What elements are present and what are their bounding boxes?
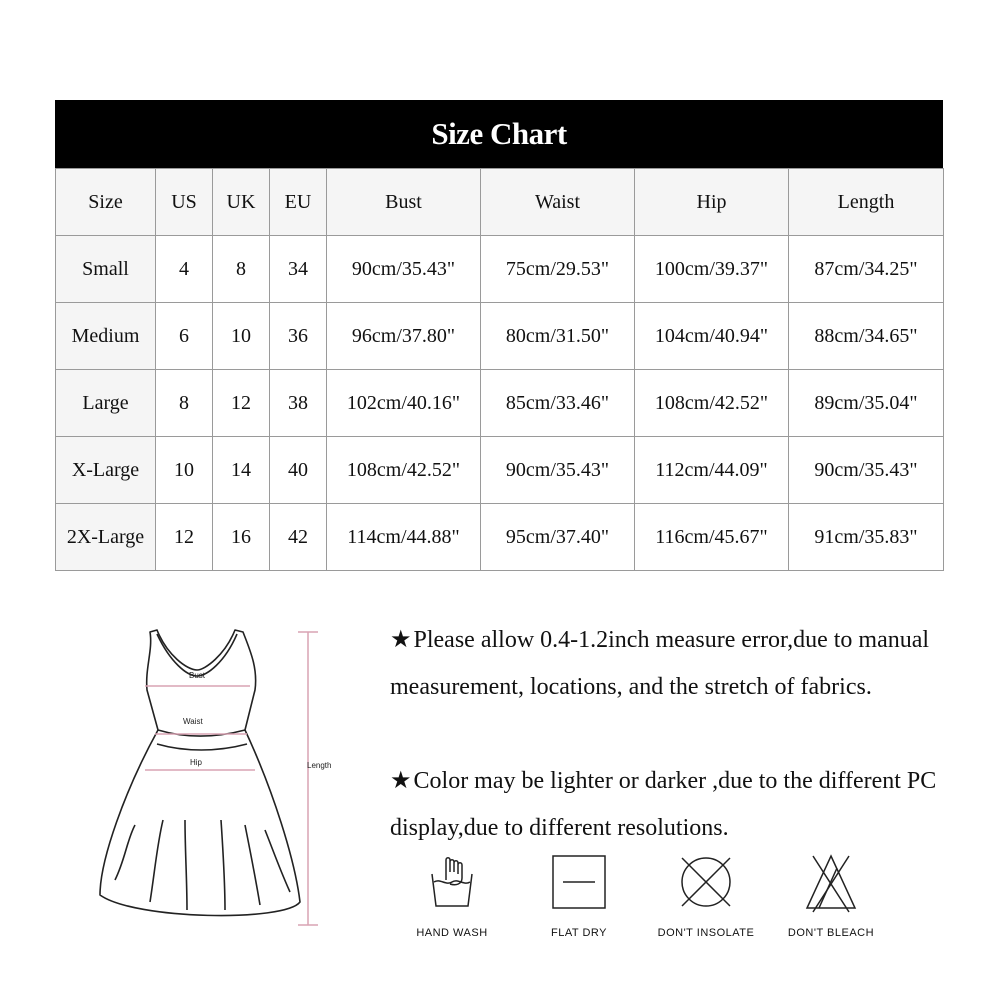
- column-header: US: [156, 169, 213, 236]
- table-cell: 40: [270, 437, 327, 504]
- hip-label: Hip: [190, 758, 203, 767]
- note-measure-error: [390, 617, 960, 711]
- size-chart: [55, 100, 943, 571]
- table-cell: 85cm/33.46": [481, 370, 635, 437]
- size-cell: X-Large: [56, 437, 156, 504]
- flat-dry-icon: [547, 850, 611, 914]
- size-cell: 2X-Large: [56, 504, 156, 571]
- table-cell: 108cm/42.52": [327, 437, 481, 504]
- table-cell: 88cm/34.65": [789, 303, 944, 370]
- table-cell: 90cm/35.43": [327, 236, 481, 303]
- table-cell: 90cm/35.43": [789, 437, 944, 504]
- column-header: Length: [789, 169, 944, 236]
- table-row: [56, 504, 944, 571]
- table-cell: 89cm/35.04": [789, 370, 944, 437]
- table-cell: 96cm/37.80": [327, 303, 481, 370]
- table-cell: 90cm/35.43": [481, 437, 635, 504]
- column-header: Waist: [481, 169, 635, 236]
- table-cell: 114cm/44.88": [327, 504, 481, 571]
- note-text: Color may be lighter or darker ,due to the different PC display,due to different resolutions.: [390, 768, 937, 841]
- table-header-row: [56, 169, 944, 236]
- size-table: [55, 168, 944, 571]
- table-cell: 75cm/29.53": [481, 236, 635, 303]
- table-cell: 8: [156, 370, 213, 437]
- hand-wash-icon: [420, 850, 484, 914]
- table-row: [56, 303, 944, 370]
- table-cell: 87cm/34.25": [789, 236, 944, 303]
- table-cell: 8: [213, 236, 270, 303]
- table-cell: 34: [270, 236, 327, 303]
- table-cell: 16: [213, 504, 270, 571]
- care-label: HAND WASH: [416, 927, 488, 939]
- table-cell: 14: [213, 437, 270, 504]
- length-label: Length: [307, 761, 332, 770]
- dont-tumble-dry-icon: [674, 850, 738, 914]
- table-cell: 42: [270, 504, 327, 571]
- waist-label: Waist: [183, 717, 203, 726]
- column-header: Bust: [327, 169, 481, 236]
- table-row: [56, 236, 944, 303]
- table-cell: 112cm/44.09": [635, 437, 789, 504]
- column-header: EU: [270, 169, 327, 236]
- table-cell: 102cm/40.16": [327, 370, 481, 437]
- size-cell: Small: [56, 236, 156, 303]
- table-cell: 91cm/35.83": [789, 504, 944, 571]
- table-cell: 108cm/42.52": [635, 370, 789, 437]
- bust-label: Bust: [189, 671, 206, 680]
- column-header: Size: [56, 169, 156, 236]
- size-cell: Large: [56, 370, 156, 437]
- dont-bleach-icon: [799, 850, 863, 914]
- care-dont-bleach: [776, 850, 886, 939]
- note-color: [390, 758, 960, 852]
- star-icon: ★: [390, 768, 412, 794]
- table-cell: 4: [156, 236, 213, 303]
- table-cell: 104cm/40.94": [635, 303, 789, 370]
- table-cell: 116cm/45.67": [635, 504, 789, 571]
- care-hand-wash: [397, 850, 507, 939]
- care-label: DON'T BLEACH: [787, 927, 875, 939]
- table-cell: 10: [213, 303, 270, 370]
- size-cell: Medium: [56, 303, 156, 370]
- table-cell: 12: [213, 370, 270, 437]
- chart-title: Size Chart: [55, 100, 943, 168]
- table-cell: 95cm/37.40": [481, 504, 635, 571]
- care-label: DON'T INSOLATE: [657, 927, 755, 939]
- table-cell: 10: [156, 437, 213, 504]
- table-cell: 80cm/31.50": [481, 303, 635, 370]
- note-text: Please allow 0.4-1.2inch measure error,due to manual measurement, locations, and the stretch of fabrics.: [390, 627, 930, 700]
- star-icon: ★: [390, 627, 412, 653]
- care-dont-insolate: [651, 850, 761, 939]
- care-label: FLAT DRY: [551, 927, 607, 939]
- table-cell: 100cm/39.37": [635, 236, 789, 303]
- table-cell: 36: [270, 303, 327, 370]
- table-cell: 6: [156, 303, 213, 370]
- table-row: [56, 437, 944, 504]
- table-cell: 12: [156, 504, 213, 571]
- table-cell: 38: [270, 370, 327, 437]
- care-flat-dry: [524, 850, 634, 939]
- column-header: UK: [213, 169, 270, 236]
- dress-diagram: [95, 620, 385, 940]
- column-header: Hip: [635, 169, 789, 236]
- table-row: [56, 370, 944, 437]
